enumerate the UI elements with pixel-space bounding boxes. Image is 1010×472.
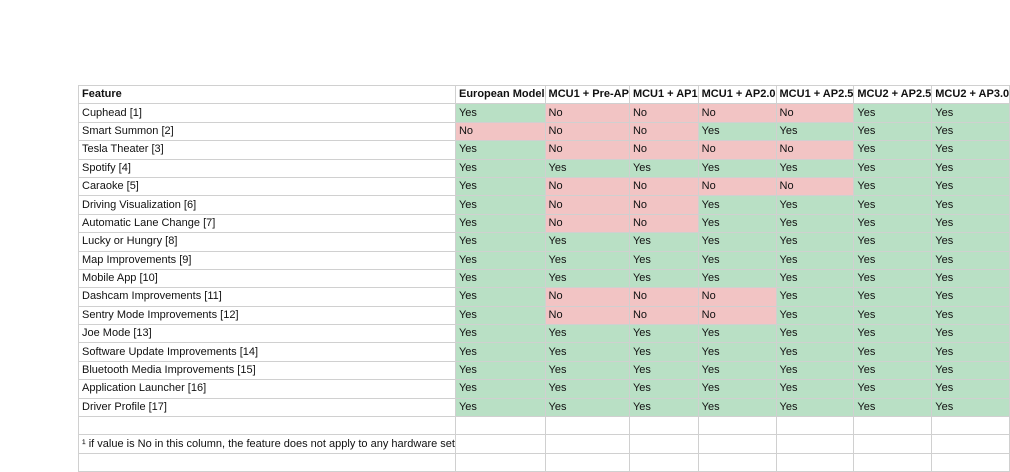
feature-name-cell[interactable]: Mobile App [10] xyxy=(79,269,456,287)
availability-cell[interactable]: Yes xyxy=(698,343,776,361)
availability-cell[interactable]: Yes xyxy=(932,141,1010,159)
feature-name-cell[interactable]: Dashcam Improvements [11] xyxy=(79,288,456,306)
feature-name-cell[interactable]: Spotify [4] xyxy=(79,159,456,177)
availability-cell[interactable]: No xyxy=(629,104,698,122)
feature-name-cell[interactable]: Sentry Mode Improvements [12] xyxy=(79,306,456,324)
availability-cell[interactable]: No xyxy=(629,214,698,232)
table-row xyxy=(79,306,1010,324)
availability-cell[interactable]: Yes xyxy=(854,269,932,287)
availability-cell[interactable]: Yes xyxy=(698,233,776,251)
spacer-row xyxy=(79,417,1010,435)
availability-cell[interactable]: No xyxy=(629,177,698,195)
table-row xyxy=(79,141,1010,159)
table-row xyxy=(79,233,1010,251)
availability-cell[interactable]: Yes xyxy=(629,325,698,343)
table-row xyxy=(79,122,1010,140)
availability-cell[interactable]: Yes xyxy=(455,343,545,361)
availability-cell[interactable]: Yes xyxy=(932,233,1010,251)
availability-cell[interactable]: Yes xyxy=(455,141,545,159)
availability-cell[interactable]: Yes xyxy=(629,251,698,269)
availability-cell[interactable]: Yes xyxy=(854,398,932,416)
availability-cell[interactable]: No xyxy=(698,177,776,195)
availability-cell[interactable]: Yes xyxy=(932,269,1010,287)
feature-name-cell[interactable]: Application Launcher [16] xyxy=(79,380,456,398)
feature-name-cell[interactable]: Map Improvements [9] xyxy=(79,251,456,269)
availability-cell[interactable]: Yes xyxy=(629,361,698,379)
availability-cell[interactable]: Yes xyxy=(854,196,932,214)
availability-cell[interactable]: Yes xyxy=(932,343,1010,361)
empty-cell[interactable] xyxy=(545,453,629,471)
availability-cell[interactable]: Yes xyxy=(698,269,776,287)
empty-cell[interactable] xyxy=(629,435,698,453)
availability-cell[interactable]: Yes xyxy=(455,306,545,324)
availability-cell[interactable]: Yes xyxy=(854,288,932,306)
availability-cell[interactable]: No xyxy=(545,122,629,140)
table-row xyxy=(79,214,1010,232)
availability-cell[interactable]: Yes xyxy=(545,269,629,287)
availability-cell[interactable]: Yes xyxy=(455,177,545,195)
empty-cell[interactable] xyxy=(854,417,932,435)
availability-cell[interactable]: Yes xyxy=(854,380,932,398)
availability-cell[interactable]: Yes xyxy=(455,233,545,251)
availability-cell[interactable]: Yes xyxy=(776,380,854,398)
empty-cell[interactable] xyxy=(854,435,932,453)
availability-cell[interactable]: Yes xyxy=(854,306,932,324)
availability-cell[interactable]: Yes xyxy=(455,251,545,269)
empty-cell[interactable] xyxy=(455,417,545,435)
availability-cell[interactable]: Yes xyxy=(629,380,698,398)
empty-cell[interactable] xyxy=(932,453,1010,471)
availability-cell[interactable]: No xyxy=(545,104,629,122)
availability-cell[interactable]: Yes xyxy=(776,251,854,269)
availability-cell[interactable]: Yes xyxy=(455,380,545,398)
feature-name-cell[interactable]: Tesla Theater [3] xyxy=(79,141,456,159)
availability-cell[interactable]: No xyxy=(776,141,854,159)
availability-cell[interactable]: Yes xyxy=(932,361,1010,379)
availability-cell[interactable]: No xyxy=(545,214,629,232)
availability-cell[interactable]: Yes xyxy=(698,214,776,232)
availability-cell[interactable]: Yes xyxy=(545,251,629,269)
availability-cell[interactable]: Yes xyxy=(629,159,698,177)
availability-cell[interactable]: No xyxy=(776,104,854,122)
availability-cell[interactable]: Yes xyxy=(698,196,776,214)
availability-cell[interactable]: Yes xyxy=(932,214,1010,232)
availability-cell[interactable]: No xyxy=(545,196,629,214)
availability-cell[interactable]: Yes xyxy=(854,177,932,195)
availability-cell[interactable]: Yes xyxy=(854,122,932,140)
availability-cell[interactable]: Yes xyxy=(854,233,932,251)
availability-cell[interactable]: No xyxy=(545,306,629,324)
availability-cell[interactable]: Yes xyxy=(776,233,854,251)
header-mcu2-ap3-0[interactable]: MCU2 + AP3.0 xyxy=(932,86,1010,104)
empty-cell[interactable] xyxy=(545,435,629,453)
empty-cell[interactable] xyxy=(776,417,854,435)
availability-cell[interactable]: Yes xyxy=(629,398,698,416)
feature-name-cell[interactable]: Automatic Lane Change [7] xyxy=(79,214,456,232)
availability-cell[interactable]: Yes xyxy=(545,398,629,416)
availability-cell[interactable]: Yes xyxy=(776,122,854,140)
availability-cell[interactable]: Yes xyxy=(932,159,1010,177)
availability-cell[interactable]: Yes xyxy=(629,269,698,287)
header-mcu1-ap2-0[interactable]: MCU1 + AP2.0 xyxy=(698,86,776,104)
feature-name-cell[interactable]: Software Update Improvements [14] xyxy=(79,343,456,361)
availability-cell[interactable]: Yes xyxy=(629,343,698,361)
availability-cell[interactable]: Yes xyxy=(455,288,545,306)
table-row xyxy=(79,269,1010,287)
empty-cell[interactable] xyxy=(455,453,545,471)
availability-cell[interactable]: Yes xyxy=(455,196,545,214)
table-body xyxy=(79,104,1010,417)
header-mcu1-ap2-5[interactable]: MCU1 + AP2.5 xyxy=(776,86,854,104)
availability-cell[interactable]: Yes xyxy=(854,141,932,159)
empty-cell[interactable] xyxy=(79,453,456,471)
availability-cell[interactable]: Yes xyxy=(455,214,545,232)
table-row xyxy=(79,380,1010,398)
availability-cell[interactable]: Yes xyxy=(455,159,545,177)
feature-name-cell[interactable]: Smart Summon [2] xyxy=(79,122,456,140)
availability-cell[interactable]: Yes xyxy=(932,306,1010,324)
availability-cell[interactable]: Yes xyxy=(854,343,932,361)
availability-cell[interactable]: Yes xyxy=(932,104,1010,122)
empty-cell[interactable] xyxy=(854,453,932,471)
empty-cell[interactable] xyxy=(932,435,1010,453)
table-row xyxy=(79,104,1010,122)
availability-cell[interactable]: Yes xyxy=(932,380,1010,398)
empty-cell[interactable] xyxy=(698,417,776,435)
availability-cell[interactable]: Yes xyxy=(932,251,1010,269)
feature-name-cell[interactable]: Driving Visualization [6] xyxy=(79,196,456,214)
availability-cell[interactable]: Yes xyxy=(455,269,545,287)
availability-cell[interactable]: Yes xyxy=(854,214,932,232)
availability-cell[interactable]: No xyxy=(545,177,629,195)
availability-cell[interactable]: Yes xyxy=(932,398,1010,416)
availability-cell[interactable]: Yes xyxy=(698,122,776,140)
availability-cell[interactable]: Yes xyxy=(545,159,629,177)
availability-cell[interactable]: Yes xyxy=(776,361,854,379)
availability-cell[interactable]: Yes xyxy=(932,288,1010,306)
footnote-row xyxy=(79,435,1010,453)
availability-cell[interactable]: Yes xyxy=(545,325,629,343)
header-mcu2-ap2-5[interactable]: MCU2 + AP2.5 xyxy=(854,86,932,104)
empty-cell[interactable] xyxy=(698,453,776,471)
availability-cell[interactable]: Yes xyxy=(545,361,629,379)
availability-cell[interactable]: Yes xyxy=(698,325,776,343)
availability-cell[interactable]: Yes xyxy=(455,398,545,416)
availability-cell[interactable]: Yes xyxy=(854,361,932,379)
availability-cell[interactable]: Yes xyxy=(545,380,629,398)
header-row xyxy=(79,86,1010,104)
availability-cell[interactable]: Yes xyxy=(776,269,854,287)
feature-compatibility-table xyxy=(78,85,1010,472)
availability-cell[interactable]: Yes xyxy=(698,251,776,269)
feature-name-cell[interactable]: Driver Profile [17] xyxy=(79,398,456,416)
empty-cell[interactable] xyxy=(79,417,456,435)
availability-cell[interactable]: No xyxy=(455,122,545,140)
empty-cell[interactable] xyxy=(455,435,545,453)
table-row xyxy=(79,288,1010,306)
availability-cell[interactable]: Yes xyxy=(698,398,776,416)
availability-cell[interactable]: Yes xyxy=(932,325,1010,343)
availability-cell[interactable]: Yes xyxy=(932,177,1010,195)
availability-cell[interactable]: Yes xyxy=(698,159,776,177)
availability-cell[interactable]: No xyxy=(698,141,776,159)
feature-name-cell[interactable]: Caraoke [5] xyxy=(79,177,456,195)
empty-cell[interactable] xyxy=(629,453,698,471)
availability-cell[interactable]: Yes xyxy=(776,306,854,324)
availability-cell[interactable]: Yes xyxy=(545,343,629,361)
availability-cell[interactable]: Yes xyxy=(854,325,932,343)
availability-cell[interactable]: No xyxy=(776,177,854,195)
availability-cell[interactable]: No xyxy=(545,141,629,159)
availability-cell[interactable]: Yes xyxy=(854,104,932,122)
availability-cell[interactable]: Yes xyxy=(776,159,854,177)
availability-cell[interactable]: Yes xyxy=(455,361,545,379)
availability-cell[interactable]: Yes xyxy=(854,251,932,269)
availability-cell[interactable]: Yes xyxy=(932,196,1010,214)
empty-cell[interactable] xyxy=(629,417,698,435)
availability-cell[interactable]: Yes xyxy=(776,214,854,232)
availability-cell[interactable]: No xyxy=(698,288,776,306)
header-feature[interactable]: Feature xyxy=(79,86,456,104)
table-row xyxy=(79,398,1010,416)
availability-cell[interactable]: No xyxy=(629,196,698,214)
availability-cell[interactable]: No xyxy=(629,122,698,140)
feature-name-cell[interactable]: Cuphead [1] xyxy=(79,104,456,122)
availability-cell[interactable]: Yes xyxy=(854,159,932,177)
footnote[interactable]: ¹ if value is No in this column, the feature does not apply to any hardware set xyxy=(79,435,456,453)
table-row xyxy=(79,159,1010,177)
feature-name-cell[interactable]: Joe Mode [13] xyxy=(79,325,456,343)
availability-cell[interactable]: No xyxy=(698,104,776,122)
availability-cell[interactable]: Yes xyxy=(455,325,545,343)
availability-cell[interactable]: Yes xyxy=(455,104,545,122)
empty-cell[interactable] xyxy=(776,435,854,453)
table-row xyxy=(79,177,1010,195)
availability-cell[interactable]: Yes xyxy=(776,398,854,416)
table-row xyxy=(79,361,1010,379)
table-row xyxy=(79,325,1010,343)
table-row xyxy=(79,343,1010,361)
availability-cell[interactable]: Yes xyxy=(698,380,776,398)
availability-cell[interactable]: Yes xyxy=(698,361,776,379)
availability-cell[interactable]: Yes xyxy=(776,325,854,343)
availability-cell[interactable]: Yes xyxy=(932,122,1010,140)
availability-cell[interactable]: Yes xyxy=(629,233,698,251)
availability-cell[interactable]: No xyxy=(629,306,698,324)
empty-cell[interactable] xyxy=(776,453,854,471)
availability-cell[interactable]: Yes xyxy=(545,233,629,251)
header-european-model[interactable]: European Model xyxy=(455,86,545,104)
availability-cell[interactable]: Yes xyxy=(776,343,854,361)
empty-cell[interactable] xyxy=(932,417,1010,435)
table-row xyxy=(79,196,1010,214)
availability-cell[interactable]: No xyxy=(629,141,698,159)
header-mcu1-pre-ap[interactable]: MCU1 + Pre-AP xyxy=(545,86,629,104)
empty-cell[interactable] xyxy=(545,417,629,435)
spacer-row xyxy=(79,453,1010,471)
header-mcu1-ap1[interactable]: MCU1 + AP1 xyxy=(629,86,698,104)
feature-name-cell[interactable]: Lucky or Hungry [8] xyxy=(79,233,456,251)
availability-cell[interactable]: No xyxy=(545,288,629,306)
availability-cell[interactable]: Yes xyxy=(776,288,854,306)
empty-cell[interactable] xyxy=(698,435,776,453)
feature-name-cell[interactable]: Bluetooth Media Improvements [15] xyxy=(79,361,456,379)
table-row xyxy=(79,251,1010,269)
availability-cell[interactable]: Yes xyxy=(776,196,854,214)
availability-cell[interactable]: No xyxy=(629,288,698,306)
availability-cell[interactable]: No xyxy=(698,306,776,324)
